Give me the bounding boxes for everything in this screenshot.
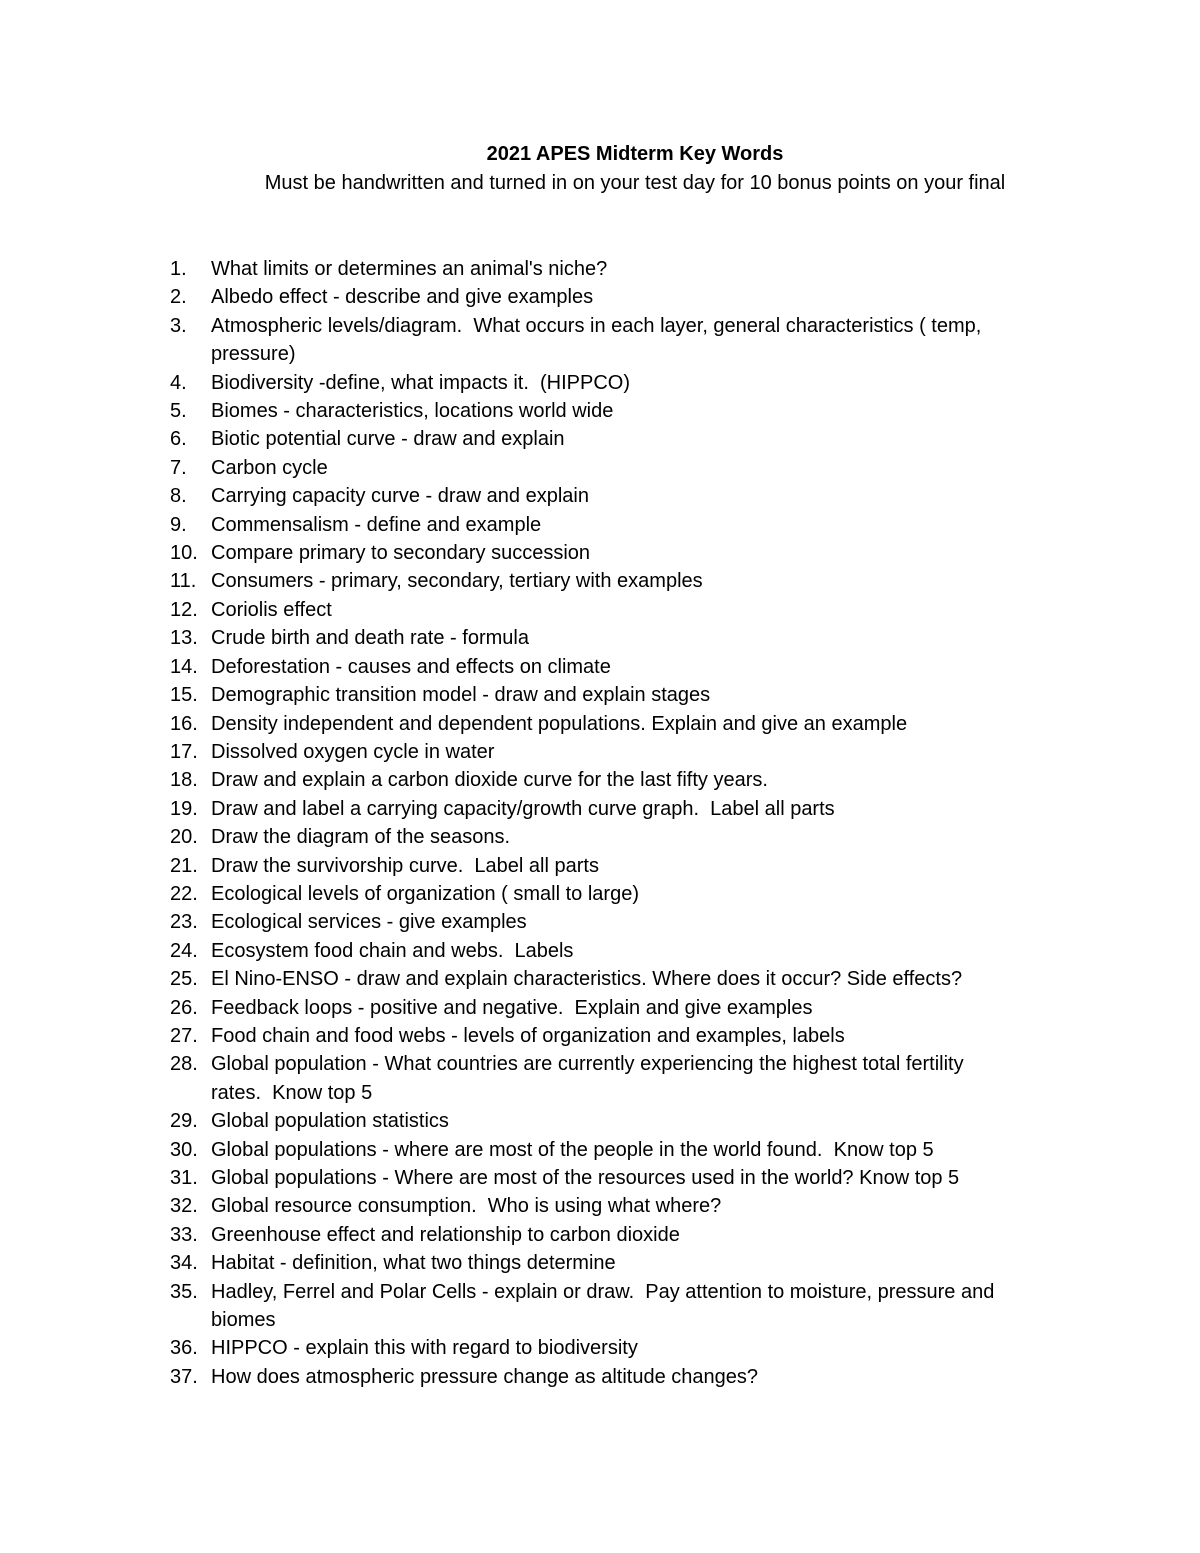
list-item-number: 9. [170, 513, 187, 536]
list-item-number: 27. [170, 1024, 198, 1047]
list-item [170, 454, 1070, 482]
list-item [170, 1107, 1070, 1135]
list-item-number: 7. [170, 456, 187, 479]
list-item-text: El Nino-ENSO - draw and explain characteristics. Where does it occur? Side effects? [211, 968, 963, 991]
list-item-number: 3. [170, 314, 187, 337]
list-item-text: How does atmospheric pressure change as altitude changes? [211, 1365, 758, 1388]
list-item [170, 369, 1070, 397]
page-subtitle: Must be handwritten and turned in on your test day for 10 bonus points on your final [264, 172, 1006, 194]
list-item-text: Ecosystem food chain and webs. Labels [211, 939, 574, 962]
list-item-number: 14. [170, 655, 198, 678]
list-item [170, 482, 1070, 510]
list-item-text: Coriolis effect [211, 598, 332, 621]
list-item-number: 19. [170, 797, 198, 820]
list-item-text: Ecological services - give examples [211, 911, 527, 934]
list-item-number: 26. [170, 996, 198, 1019]
list-item-text: Draw and explain a carbon dioxide curve for the last fifty years. [211, 769, 768, 792]
list-item-text: Biodiversity -define, what impacts it. (HIPPCO) [211, 371, 631, 394]
list-item-text: Biomes - characteristics, locations world wide [211, 400, 614, 423]
list-item [170, 397, 1070, 425]
list-item-number: 20. [170, 826, 198, 849]
list-item [170, 937, 1070, 965]
list-item [170, 681, 1070, 709]
list-item [170, 766, 1070, 794]
list-item-number: 10. [170, 542, 198, 565]
list-item-number: 25. [170, 968, 198, 991]
list-item [170, 795, 1070, 823]
list-item-number: 17. [170, 740, 198, 763]
list-item [170, 1022, 1070, 1050]
list-item-number: 12. [170, 598, 198, 621]
list-item-number: 32. [170, 1195, 198, 1218]
list-item-number: 24. [170, 939, 198, 962]
list-item-text: What limits or determines an animal's niche? [211, 258, 608, 280]
list-item-text: Global populations - Where are most of the resources used in the world? Know top 5 [211, 1167, 960, 1189]
list-item [170, 1363, 1070, 1391]
list-item-text: Crude birth and death rate - formula [211, 627, 529, 650]
list-item [170, 1050, 1070, 1107]
list-item [170, 1164, 1070, 1192]
list-item-text: Density independent and dependent populations. Explain and give an example [211, 712, 908, 735]
list-item [170, 567, 1070, 595]
list-item-number: 15. [170, 684, 198, 707]
list-item-number: 5. [170, 400, 187, 423]
list-item-number: 28. [170, 1053, 198, 1076]
list-item-text: Draw the survivorship curve. Label all parts [211, 854, 599, 877]
list-item-text: Global population - What countries are currently experiencing the highest total fertility rates. Know top 5 [211, 1053, 964, 1104]
list-item-text: Feedback loops - positive and negative. Explain and give examples [211, 996, 813, 1019]
list-item-number: 4. [170, 371, 187, 394]
list-item-number: 8. [170, 485, 187, 508]
key-words-list [170, 255, 1070, 1391]
list-item-text: Biotic potential curve - draw and explain [211, 428, 565, 451]
list-item-number: 33. [170, 1223, 198, 1246]
list-item [170, 965, 1070, 993]
list-item-number: 22. [170, 882, 198, 905]
list-item [170, 1334, 1070, 1362]
list-item [170, 1278, 1070, 1335]
list-item-text: Ecological levels of organization ( small to large) [211, 882, 639, 905]
list-item [170, 1221, 1070, 1249]
list-item-text: Draw and label a carrying capacity/growth curve graph. Label all parts [211, 797, 835, 820]
list-item [170, 994, 1070, 1022]
list-item-number: 23. [170, 911, 198, 934]
list-item-number: 13. [170, 627, 198, 650]
list-item-text: Habitat - definition, what two things determine [211, 1252, 616, 1275]
list-item-text: Carrying capacity curve - draw and explain [211, 485, 589, 508]
list-item-number: 6. [170, 428, 187, 451]
list-item [170, 1249, 1070, 1277]
list-item-number: 35. [170, 1280, 198, 1303]
list-item-text: Carbon cycle [211, 456, 328, 479]
list-item-text: Consumers - primary, secondary, tertiary with examples [211, 570, 703, 593]
list-item-text: Dissolved oxygen cycle in water [211, 740, 495, 763]
list-item-text: Compare primary to secondary succession [211, 542, 591, 565]
list-item [170, 852, 1070, 880]
list-item-text: Demographic transition model - draw and explain stages [211, 684, 711, 707]
list-item [170, 1192, 1070, 1220]
list-item-text: Hadley, Ferrel and Polar Cells - explain or draw. Pay attention to moisture, pressure and biomes [211, 1280, 995, 1332]
list-item [170, 710, 1070, 738]
list-item-number: 29. [170, 1110, 198, 1133]
list-item-text: Global population statistics [211, 1110, 449, 1133]
list-item [170, 596, 1070, 624]
list-item [170, 539, 1070, 567]
list-item-number: 1. [170, 258, 187, 280]
list-item-text: Greenhouse effect and relationship to carbon dioxide [211, 1223, 680, 1246]
list-item [170, 823, 1070, 851]
list-item-text: Food chain and food webs - levels of organization and examples, labels [211, 1024, 845, 1047]
list-item-number: 18. [170, 769, 198, 792]
list-item [170, 653, 1070, 681]
list-item [170, 255, 1070, 283]
list-item [170, 624, 1070, 652]
list-item-text: Albedo effect - describe and give examples [211, 286, 594, 309]
list-item [170, 511, 1070, 539]
list-item [170, 283, 1070, 311]
list-item-text: Commensalism - define and example [211, 513, 542, 536]
list-item-text: Global resource consumption. Who is using what where? [211, 1195, 722, 1218]
list-item [170, 738, 1070, 766]
list-item-number: 34. [170, 1252, 198, 1275]
list-item [170, 1136, 1070, 1164]
list-item [170, 908, 1070, 936]
list-item-number: 2. [170, 286, 187, 309]
list-item-text: Atmospheric levels/diagram. What occurs in each layer, general characteristics ( temp, pressure) [211, 314, 982, 366]
list-item-number: 16. [170, 712, 198, 735]
list-item [170, 312, 1070, 369]
list-item-text: Deforestation - causes and effects on climate [211, 655, 611, 678]
list-item-number: 30. [170, 1138, 198, 1161]
list-item-number: 21. [170, 854, 198, 877]
list-item-number: 31. [170, 1167, 198, 1189]
list-item [170, 425, 1070, 453]
list-item-text: Global populations - where are most of the people in the world found. Know top 5 [211, 1138, 934, 1161]
list-item-text: HIPPCO - explain this with regard to biodiversity [211, 1337, 638, 1360]
list-item-number: 37. [170, 1365, 198, 1388]
list-item-number: 36. [170, 1337, 198, 1360]
list-item [170, 880, 1070, 908]
list-item-text: Draw the diagram of the seasons. [211, 826, 511, 849]
list-item-number: 11. [170, 570, 197, 593]
page-title: 2021 APES Midterm Key Words [486, 143, 784, 165]
